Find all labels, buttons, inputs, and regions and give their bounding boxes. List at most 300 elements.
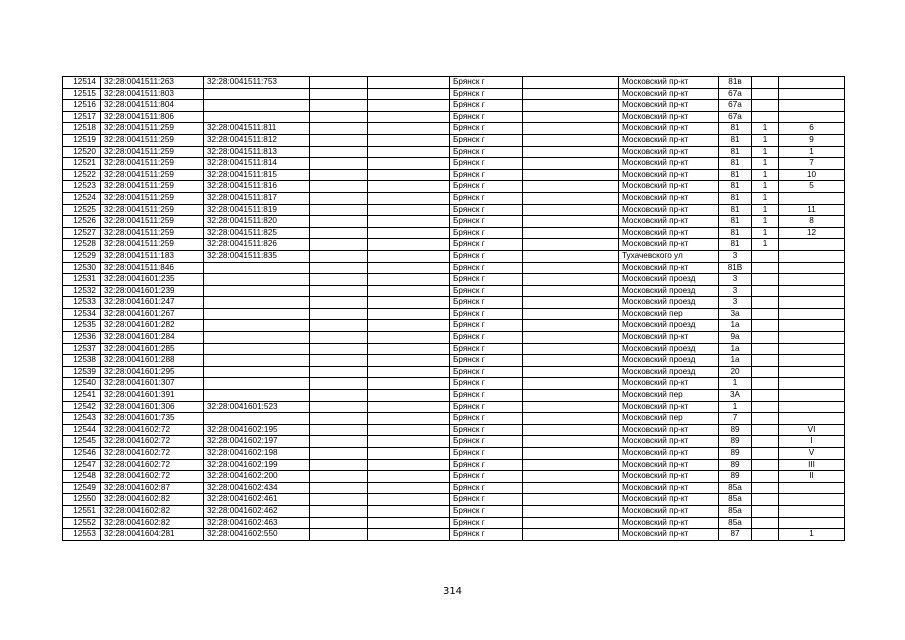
table-cell: Тухачевского ул xyxy=(619,250,719,262)
table-cell xyxy=(779,517,845,529)
table-cell: Московский пр-кт xyxy=(619,100,719,112)
table-cell xyxy=(204,285,310,297)
table-cell xyxy=(204,413,310,425)
table-cell: 1а xyxy=(719,320,752,332)
table-cell: Брянск г xyxy=(450,100,523,112)
table-cell: Брянск г xyxy=(450,390,523,402)
table-cell xyxy=(204,297,310,309)
table-cell: Московский проезд xyxy=(619,355,719,367)
table-cell xyxy=(310,424,368,436)
table-cell xyxy=(779,343,845,355)
table-row xyxy=(63,378,845,390)
table-cell: 1 xyxy=(719,401,752,413)
table-cell: 67а xyxy=(719,88,752,100)
table-cell: 12529 xyxy=(63,250,101,262)
table-cell xyxy=(752,424,779,436)
table-cell: Московский пр-кт xyxy=(619,401,719,413)
table-cell: 32:28:0041602:434 xyxy=(204,482,310,494)
table-cell xyxy=(779,390,845,402)
table-cell: 32:28:0041511:812 xyxy=(204,134,310,146)
table-cell xyxy=(523,378,619,390)
table-cell: Брянск г xyxy=(450,320,523,332)
table-cell: Брянск г xyxy=(450,343,523,355)
table-cell xyxy=(752,274,779,286)
table-cell: 12528 xyxy=(63,239,101,251)
table-cell: 81 xyxy=(719,181,752,193)
table-cell xyxy=(779,274,845,286)
table-cell xyxy=(523,111,619,123)
table-cell: Московский пр-кт xyxy=(619,494,719,506)
table-cell: Московский пр-кт xyxy=(619,216,719,228)
table-cell xyxy=(368,482,450,494)
table-cell: 12515 xyxy=(63,88,101,100)
table-row xyxy=(63,297,845,309)
table-cell: Московский пр-кт xyxy=(619,134,719,146)
table-cell: Брянск г xyxy=(450,250,523,262)
table-cell: 9 xyxy=(779,134,845,146)
table-cell: 32:28:0041511:259 xyxy=(101,181,204,193)
table-cell: 12523 xyxy=(63,181,101,193)
table-cell xyxy=(368,111,450,123)
table-cell: Московский пр-кт xyxy=(619,146,719,158)
table-cell xyxy=(523,390,619,402)
table-cell: 81 xyxy=(719,204,752,216)
table-cell: Брянск г xyxy=(450,227,523,239)
table-cell xyxy=(368,100,450,112)
table-cell xyxy=(310,343,368,355)
table-cell xyxy=(523,100,619,112)
table-cell xyxy=(752,471,779,483)
table-cell xyxy=(779,262,845,274)
table-cell: 12 xyxy=(779,227,845,239)
table-cell xyxy=(523,192,619,204)
table-cell: 32:28:0041601:239 xyxy=(101,285,204,297)
table-cell xyxy=(752,529,779,541)
table-cell: 32:28:0041602:82 xyxy=(101,505,204,517)
table-row xyxy=(63,517,845,529)
table-row xyxy=(63,482,845,494)
table-cell xyxy=(310,169,368,181)
table-cell xyxy=(310,505,368,517)
table-cell xyxy=(523,517,619,529)
table-cell: 12547 xyxy=(63,459,101,471)
table-cell: 32:28:0041511:259 xyxy=(101,216,204,228)
table-cell: Брянск г xyxy=(450,274,523,286)
table-cell: 32:28:0041601:235 xyxy=(101,274,204,286)
table-cell xyxy=(779,100,845,112)
table-cell: 12519 xyxy=(63,134,101,146)
table-cell: Брянск г xyxy=(450,448,523,460)
table-cell xyxy=(523,134,619,146)
table-cell: 1 xyxy=(752,123,779,135)
table-cell: 32:28:0041511:263 xyxy=(101,77,204,89)
table-cell xyxy=(752,459,779,471)
table-cell xyxy=(368,181,450,193)
table-cell: Брянск г xyxy=(450,459,523,471)
table-cell xyxy=(752,77,779,89)
table-cell xyxy=(523,239,619,251)
table-cell xyxy=(779,332,845,344)
table-cell xyxy=(310,378,368,390)
table-cell: 6 xyxy=(779,123,845,135)
table-cell xyxy=(368,355,450,367)
table-cell xyxy=(752,111,779,123)
table-cell xyxy=(310,192,368,204)
page-number: 314 xyxy=(442,586,463,597)
table-cell: 12517 xyxy=(63,111,101,123)
table-cell: Московский пр-кт xyxy=(619,123,719,135)
table-cell xyxy=(368,123,450,135)
table-cell: 32:28:0041511:259 xyxy=(101,134,204,146)
table-cell: Московский пр-кт xyxy=(619,181,719,193)
table-cell: 81 xyxy=(719,158,752,170)
table-cell xyxy=(752,366,779,378)
table-cell: 81 xyxy=(719,227,752,239)
table-row xyxy=(63,390,845,402)
table-cell: Московский пр-кт xyxy=(619,88,719,100)
table-cell xyxy=(204,111,310,123)
table-cell: 12521 xyxy=(63,158,101,170)
table-cell xyxy=(310,146,368,158)
table-cell: 32:28:0041601:282 xyxy=(101,320,204,332)
table-cell: 12541 xyxy=(63,390,101,402)
table-cell: Брянск г xyxy=(450,517,523,529)
table-cell xyxy=(368,192,450,204)
table-cell xyxy=(310,297,368,309)
table-cell xyxy=(523,320,619,332)
table-cell xyxy=(779,355,845,367)
table-cell xyxy=(779,366,845,378)
table-cell xyxy=(779,401,845,413)
table-cell: 32:28:0041601:735 xyxy=(101,413,204,425)
table-row xyxy=(63,308,845,320)
table-cell: I xyxy=(779,436,845,448)
table-cell xyxy=(310,413,368,425)
table-row xyxy=(63,401,845,413)
table-cell xyxy=(368,274,450,286)
table-cell: V xyxy=(779,448,845,460)
table-cell: 1 xyxy=(752,169,779,181)
table-cell: 81 xyxy=(719,146,752,158)
table-cell xyxy=(310,517,368,529)
table-cell: 12514 xyxy=(63,77,101,89)
table-cell xyxy=(752,308,779,320)
table-cell: 32:28:0041511:846 xyxy=(101,262,204,274)
table-row xyxy=(63,227,845,239)
table-cell: 32:28:0041511:811 xyxy=(204,123,310,135)
table-cell xyxy=(204,100,310,112)
table-cell: Брянск г xyxy=(450,192,523,204)
table-cell: Брянск г xyxy=(450,436,523,448)
table-row xyxy=(63,158,845,170)
table-cell: 32:28:0041601:288 xyxy=(101,355,204,367)
table-cell: Брянск г xyxy=(450,505,523,517)
table-cell: 1 xyxy=(752,216,779,228)
table-cell xyxy=(368,378,450,390)
table-cell: Брянск г xyxy=(450,262,523,274)
table-cell xyxy=(368,471,450,483)
table-cell: 12545 xyxy=(63,436,101,448)
table-cell: 1 xyxy=(752,192,779,204)
table-cell xyxy=(523,227,619,239)
table-cell xyxy=(752,482,779,494)
table-cell xyxy=(310,250,368,262)
table-cell: 32:28:0041511:815 xyxy=(204,169,310,181)
table-cell: 20 xyxy=(719,366,752,378)
table-cell: 67а xyxy=(719,100,752,112)
table-cell: 12534 xyxy=(63,308,101,320)
table-cell xyxy=(523,285,619,297)
table-cell: 12524 xyxy=(63,192,101,204)
table-row xyxy=(63,239,845,251)
table-cell: 32:28:0041601:267 xyxy=(101,308,204,320)
table-cell xyxy=(779,239,845,251)
table-cell: Московский пер xyxy=(619,308,719,320)
table-cell xyxy=(752,320,779,332)
table-cell: 12553 xyxy=(63,529,101,541)
table-cell: Брянск г xyxy=(450,494,523,506)
table-cell: 32:28:0041602:195 xyxy=(204,424,310,436)
table-cell: 32:28:0041511:826 xyxy=(204,239,310,251)
table-row xyxy=(63,111,845,123)
table-cell xyxy=(310,158,368,170)
table-cell xyxy=(368,390,450,402)
table-cell: 1 xyxy=(752,146,779,158)
table-cell xyxy=(310,471,368,483)
table-cell: 12520 xyxy=(63,146,101,158)
table-cell: 32:28:0041511:259 xyxy=(101,227,204,239)
table-cell xyxy=(368,366,450,378)
table-cell xyxy=(752,378,779,390)
table-cell xyxy=(523,413,619,425)
table-cell xyxy=(310,181,368,193)
table-cell: 3 xyxy=(719,274,752,286)
table-cell xyxy=(523,448,619,460)
table-cell: Брянск г xyxy=(450,424,523,436)
table-cell: 12543 xyxy=(63,413,101,425)
table-cell: Брянск г xyxy=(450,332,523,344)
table-cell xyxy=(779,192,845,204)
table-cell: 32:28:0041602:198 xyxy=(204,448,310,460)
table-cell: Московский пр-кт xyxy=(619,332,719,344)
table-cell xyxy=(310,482,368,494)
table-cell: 12537 xyxy=(63,343,101,355)
table-row xyxy=(63,274,845,286)
table-cell: 89 xyxy=(719,448,752,460)
table-cell: 1 xyxy=(752,158,779,170)
table-cell: Брянск г xyxy=(450,204,523,216)
table-cell xyxy=(779,77,845,89)
table-cell: 12530 xyxy=(63,262,101,274)
table-cell: 81 xyxy=(719,123,752,135)
table-row xyxy=(63,424,845,436)
table-cell: 81в xyxy=(719,77,752,89)
table-cell: 12546 xyxy=(63,448,101,460)
table-cell xyxy=(523,424,619,436)
table-cell: 32:28:0041511:259 xyxy=(101,169,204,181)
table-cell: Брянск г xyxy=(450,413,523,425)
table-cell: Московский пр-кт xyxy=(619,111,719,123)
table-cell xyxy=(368,169,450,181)
table-cell: 7 xyxy=(779,158,845,170)
table-cell xyxy=(779,413,845,425)
table-cell: 32:28:0041602:72 xyxy=(101,471,204,483)
table-cell xyxy=(779,297,845,309)
table-cell: Московский проезд xyxy=(619,274,719,286)
table-cell: 81В xyxy=(719,262,752,274)
table-cell: 32:28:0041601:307 xyxy=(101,378,204,390)
table-cell: 12539 xyxy=(63,366,101,378)
table-row xyxy=(63,366,845,378)
table-cell: 12538 xyxy=(63,355,101,367)
table-cell: 32:28:0041511:183 xyxy=(101,250,204,262)
table-cell: 3 xyxy=(719,285,752,297)
table-cell xyxy=(368,227,450,239)
table-cell: 12548 xyxy=(63,471,101,483)
table-cell xyxy=(779,320,845,332)
table-cell: Московский пр-кт xyxy=(619,77,719,89)
table-cell xyxy=(310,111,368,123)
table-cell xyxy=(523,262,619,274)
table-cell xyxy=(310,529,368,541)
table-cell: Московский пр-кт xyxy=(619,204,719,216)
table-cell xyxy=(523,436,619,448)
table-cell xyxy=(752,390,779,402)
table-cell: Московский проезд xyxy=(619,285,719,297)
table-cell: Московский пр-кт xyxy=(619,436,719,448)
table-row xyxy=(63,192,845,204)
table-cell xyxy=(523,366,619,378)
table-cell xyxy=(368,529,450,541)
table-cell: 10 xyxy=(779,169,845,181)
table-cell: 32:28:0041511:259 xyxy=(101,146,204,158)
table-cell xyxy=(368,517,450,529)
table-cell: Московский пр-кт xyxy=(619,482,719,494)
table-cell: 12527 xyxy=(63,227,101,239)
table-cell: 9а xyxy=(719,332,752,344)
table-cell xyxy=(523,529,619,541)
table-cell xyxy=(523,355,619,367)
table-cell: 12536 xyxy=(63,332,101,344)
table-cell xyxy=(368,459,450,471)
table-cell: 32:28:0041511:753 xyxy=(204,77,310,89)
table-cell: Брянск г xyxy=(450,123,523,135)
table-cell xyxy=(368,401,450,413)
table-cell xyxy=(752,88,779,100)
table-cell xyxy=(752,250,779,262)
table-cell: 32:28:0041511:806 xyxy=(101,111,204,123)
table-cell: 3 xyxy=(719,250,752,262)
table-cell xyxy=(779,88,845,100)
table-row xyxy=(63,355,845,367)
table-cell: 1 xyxy=(779,529,845,541)
table-cell: Брянск г xyxy=(450,169,523,181)
table-cell xyxy=(310,204,368,216)
table-cell xyxy=(523,308,619,320)
table-cell xyxy=(779,494,845,506)
table-cell: 1 xyxy=(719,378,752,390)
table-cell: 32:28:0041511:817 xyxy=(204,192,310,204)
table-cell: Московский пр-кт xyxy=(619,529,719,541)
table-row xyxy=(63,436,845,448)
table-cell: 81 xyxy=(719,192,752,204)
table-cell xyxy=(523,343,619,355)
table-cell: 85а xyxy=(719,494,752,506)
table-cell: Московский пр-кт xyxy=(619,239,719,251)
table-cell xyxy=(310,123,368,135)
table-cell: 32:28:0041511:835 xyxy=(204,250,310,262)
table-row xyxy=(63,494,845,506)
table-cell: 1 xyxy=(752,239,779,251)
table-cell xyxy=(310,436,368,448)
table-cell xyxy=(310,239,368,251)
table-cell xyxy=(523,204,619,216)
table-cell: 1а xyxy=(719,343,752,355)
table-cell: 32:28:0041602:72 xyxy=(101,459,204,471)
table-cell xyxy=(752,436,779,448)
table-row xyxy=(63,413,845,425)
table-cell xyxy=(752,297,779,309)
table-cell xyxy=(310,227,368,239)
table-cell xyxy=(752,494,779,506)
table-cell xyxy=(204,390,310,402)
table-cell: Брянск г xyxy=(450,146,523,158)
table-cell xyxy=(204,262,310,274)
table-cell xyxy=(368,204,450,216)
table-row xyxy=(63,332,845,344)
table-cell xyxy=(523,494,619,506)
table-cell: 32:28:0041511:814 xyxy=(204,158,310,170)
table-cell: VI xyxy=(779,424,845,436)
table-row xyxy=(63,146,845,158)
table-cell xyxy=(523,297,619,309)
table-cell: 5 xyxy=(779,181,845,193)
table-cell: 1 xyxy=(752,227,779,239)
table-cell xyxy=(368,216,450,228)
table-cell xyxy=(368,88,450,100)
table-cell xyxy=(368,413,450,425)
table-cell: Брянск г xyxy=(450,216,523,228)
table-row xyxy=(63,88,845,100)
table-cell xyxy=(310,134,368,146)
table-cell xyxy=(368,262,450,274)
table-cell: Брянск г xyxy=(450,482,523,494)
table-cell xyxy=(204,88,310,100)
table-cell: 32:28:0041602:463 xyxy=(204,517,310,529)
table-cell xyxy=(368,146,450,158)
table-cell: Брянск г xyxy=(450,285,523,297)
table-cell: Московский пр-кт xyxy=(619,459,719,471)
table-cell: 1а xyxy=(719,355,752,367)
table-cell: 12531 xyxy=(63,274,101,286)
table-row xyxy=(63,529,845,541)
table-cell xyxy=(523,123,619,135)
table-row xyxy=(63,262,845,274)
table-cell: Брянск г xyxy=(450,111,523,123)
table-cell xyxy=(523,158,619,170)
table-cell: Брянск г xyxy=(450,77,523,89)
table-row xyxy=(63,459,845,471)
table-cell xyxy=(310,448,368,460)
table-cell: 3а xyxy=(719,308,752,320)
table-cell xyxy=(310,366,368,378)
table-cell xyxy=(523,505,619,517)
table-cell xyxy=(779,250,845,262)
table-cell: Московский пр-кт xyxy=(619,262,719,274)
table-row xyxy=(63,181,845,193)
table-cell xyxy=(368,494,450,506)
table-cell xyxy=(779,308,845,320)
